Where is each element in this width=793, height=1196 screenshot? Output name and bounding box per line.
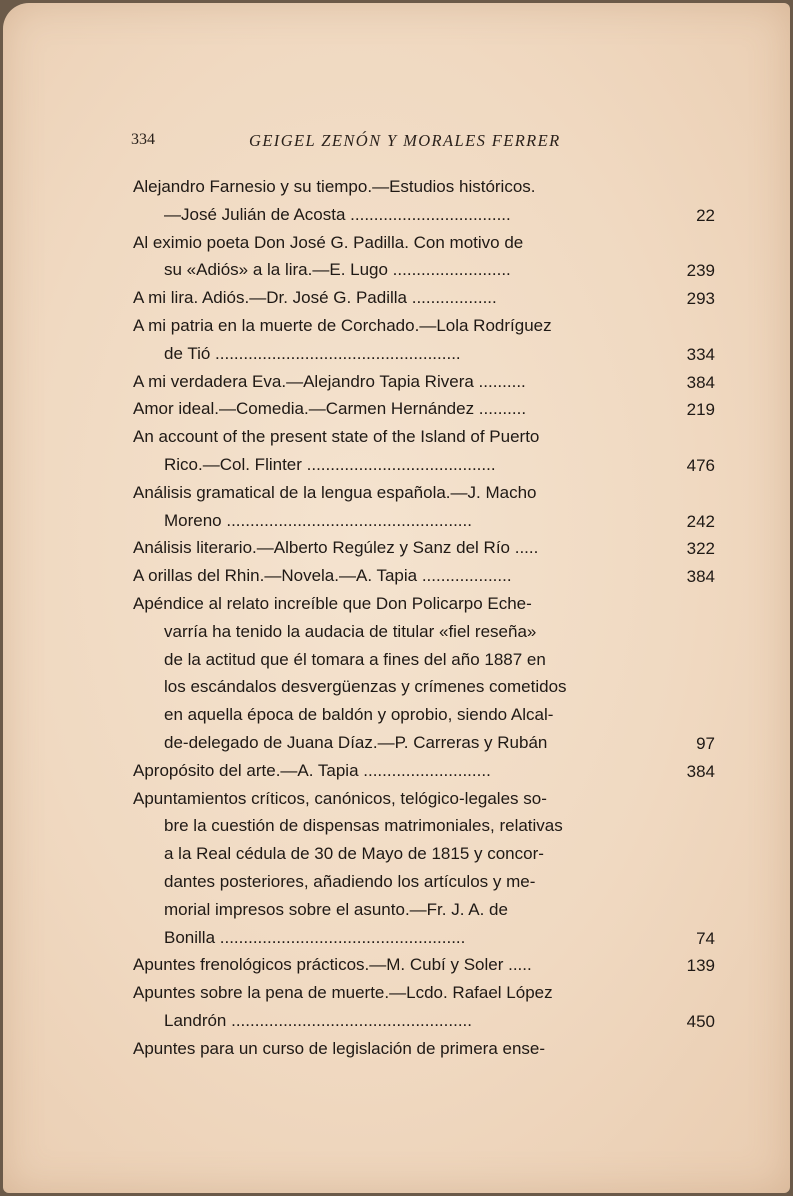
entry-line: An account of the present state of the Island of Puerto <box>133 427 540 447</box>
entry-page-number: 97 <box>696 733 715 753</box>
entry-line: de Tió .................................................... <box>164 343 461 363</box>
entry-line: Bonilla .................................................... <box>164 927 466 947</box>
index-entry <box>133 979 723 1035</box>
index-entry <box>133 785 723 952</box>
entry-page-number: 384 <box>686 567 715 587</box>
entry-line: su «Adiós» a la lira.—E. Lugo ......................... <box>164 260 511 280</box>
index-entry <box>133 590 723 757</box>
index-entry <box>133 395 723 423</box>
index-entry <box>133 368 723 396</box>
entry-line: Apuntes sobre la pena de muerte.—Lcdo. Rafael López <box>133 983 553 1003</box>
index-entry <box>133 423 723 479</box>
entry-page-number: 322 <box>686 539 715 559</box>
entry-line: Apéndice al relato increíble que Don Policarpo Eche- <box>133 593 532 613</box>
entry-line: Alejandro Farnesio y su tiempo.—Estudios históricos. <box>133 177 536 196</box>
entry-page-number: 450 <box>686 1011 715 1031</box>
entry-line: Apuntes frenológicos prácticos.—M. Cubí y Soler ..... <box>133 955 532 975</box>
page-number: 334 <box>131 131 155 148</box>
entry-page-number: 74 <box>696 928 715 948</box>
entry-line: A orillas del Rhin.—Novela.—A. Tapia ................... <box>133 566 512 586</box>
entry-page-number: 384 <box>686 372 715 392</box>
index-entry <box>133 1035 723 1063</box>
entry-line: Moreno .................................................... <box>164 510 472 530</box>
entry-page-number: 219 <box>686 400 715 420</box>
entry-line: Al eximio poeta Don José G. Padilla. Con motivo de <box>133 232 524 252</box>
entry-line: Landrón ................................................... <box>164 1010 472 1030</box>
index-entry <box>133 757 723 785</box>
entry-line: a la Real cédula de 30 de Mayo de 1815 y concor- <box>164 844 544 864</box>
entry-line: Apuntamientos críticos, canónicos, telógico-legales so- <box>133 788 547 808</box>
entry-line: en aquella época de baldón y oprobio, siendo Alcal- <box>164 705 554 725</box>
entry-line: Rico.—Col. Flinter ........................................ <box>164 454 496 474</box>
entry-line: Análisis gramatical de la lengua española.—J. Macho <box>133 482 537 502</box>
entry-line: Amor ideal.—Comedia.—Carmen Hernández .......... <box>133 399 527 419</box>
index-entry <box>133 284 723 312</box>
index-entry <box>133 534 723 562</box>
index-entry <box>133 951 723 979</box>
entry-page-number: 239 <box>686 261 715 281</box>
entry-page-number: 476 <box>686 455 715 475</box>
page-header <box>131 128 631 152</box>
entry-page-number: 139 <box>686 956 715 976</box>
entry-line: Apropósito del arte.—A. Tapia ........................... <box>133 760 491 780</box>
index-entry <box>133 562 723 590</box>
entry-line: A mi patria en la muerte de Corchado.—Lola Rodríguez <box>133 315 552 335</box>
entry-line: bre la cuestión de dispensas matrimoniales, relativas <box>164 816 563 836</box>
entry-line: dantes posteriores, añadiendo los artículos y me- <box>164 871 536 891</box>
entry-page-number: 22 <box>696 205 715 225</box>
entry-line: varría ha tenido la audacia de titular «fiel reseña» <box>164 621 537 641</box>
entry-line: de-delegado de Juana Díaz.—P. Carreras y Rubán <box>164 732 548 752</box>
entry-line: los escándalos desvergüenzas y crímenes cometidos <box>164 677 567 697</box>
entry-page-number: 384 <box>686 761 715 781</box>
index-entry <box>133 229 723 285</box>
index-entries <box>133 173 723 1063</box>
index-entry <box>133 312 723 368</box>
entry-page-number: 293 <box>686 289 715 309</box>
index-entry <box>133 479 723 535</box>
entry-line: de la actitud que él tomara a fines del año 1887 en <box>164 649 546 669</box>
entry-line: Apuntes para un curso de legislación de primera ense- <box>133 1038 546 1058</box>
running-title: GEIGEL ZENÓN Y MORALES FERRER <box>249 131 561 150</box>
book-page <box>3 3 790 1193</box>
entry-page-number: 334 <box>686 344 715 364</box>
entry-page-number: 242 <box>686 511 715 531</box>
entry-line: A mi lira. Adiós.—Dr. José G. Padilla .................. <box>133 288 497 308</box>
entry-line: A mi verdadera Eva.—Alejandro Tapia Rivera .......... <box>133 371 526 391</box>
entry-line: morial impresos sobre el asunto.—Fr. J. A. de <box>164 899 508 919</box>
entry-line: Análisis literario.—Alberto Regúlez y Sanz del Río ..... <box>133 538 539 558</box>
entry-line: —José Julián de Acosta .................................. <box>164 204 511 224</box>
index-entry <box>133 173 723 229</box>
